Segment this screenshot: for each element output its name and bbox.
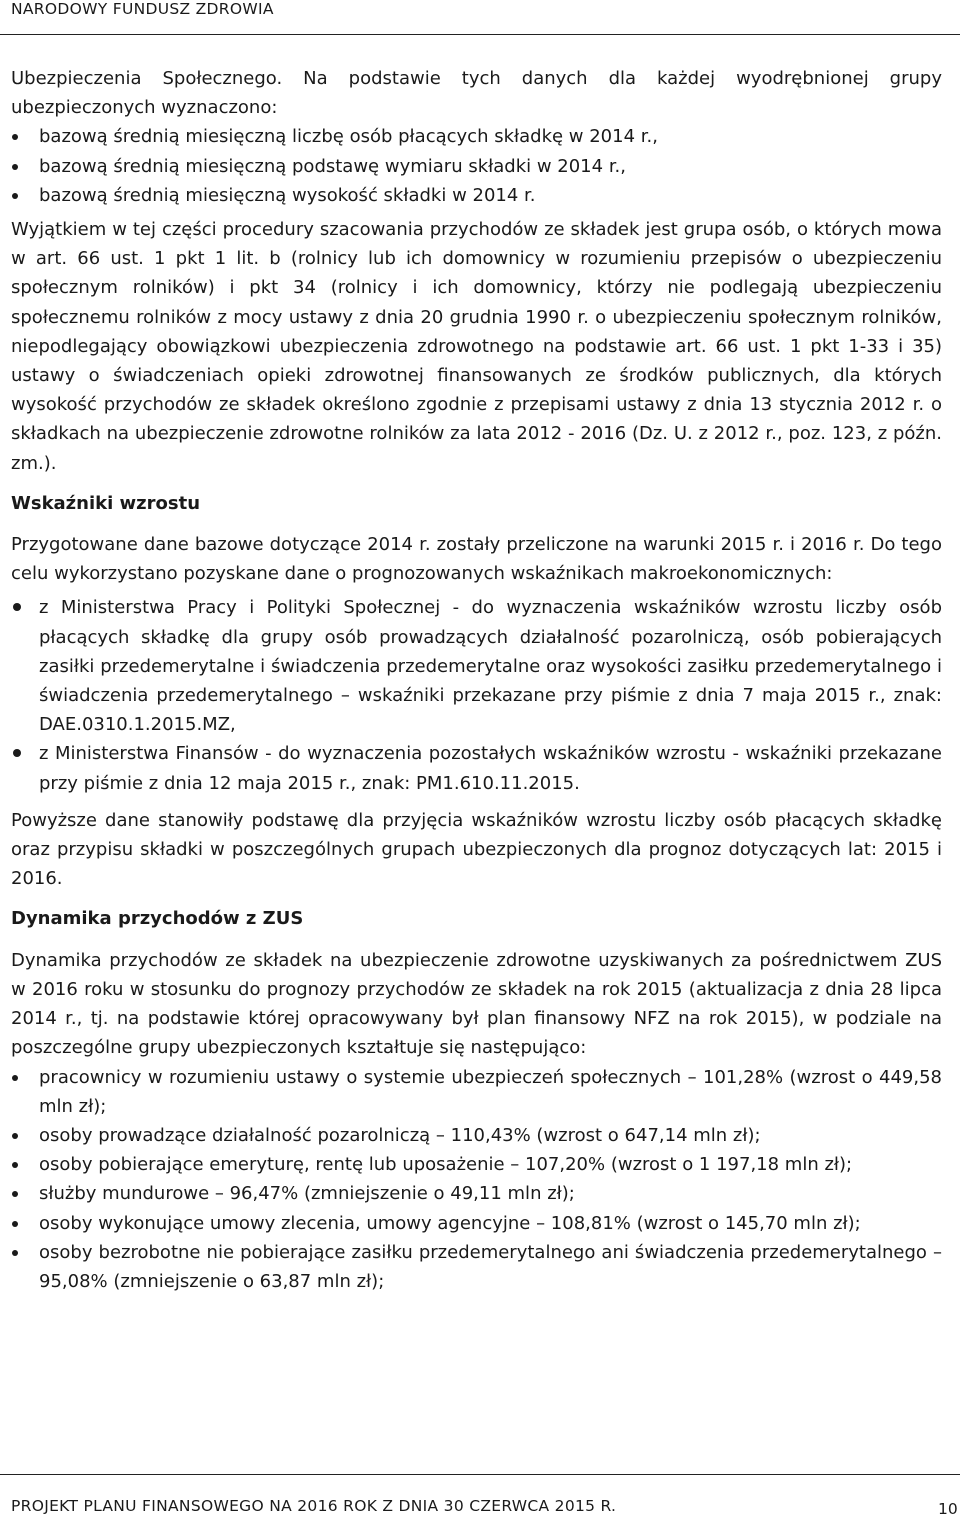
list-item-text: bazową średnią miesięczną podstawę wymiaru składki w 2014 r., bbox=[39, 155, 627, 177]
bullet-dot-icon bbox=[12, 164, 18, 170]
list-item-text: osoby prowadzące działalność pozarolniczą – 110,43% (wzrost o 647,14 mln zł); bbox=[39, 1124, 761, 1146]
list-item bbox=[11, 1150, 942, 1179]
list-item bbox=[11, 1179, 942, 1208]
list-item bbox=[11, 1209, 942, 1238]
bullet-dot-icon bbox=[13, 749, 21, 757]
page-header bbox=[0, 0, 960, 35]
footer-divider bbox=[0, 1474, 960, 1475]
bullet-dot-icon bbox=[12, 1075, 18, 1081]
section-heading-zus: Dynamika przychodów z ZUS bbox=[11, 908, 304, 930]
list-item bbox=[11, 122, 942, 151]
bullet-dot-icon bbox=[13, 603, 21, 611]
list-item bbox=[11, 593, 942, 739]
list-item-text: służby mundurowe – 96,47% (zmniejszenie o 49,11 mln zł); bbox=[39, 1183, 575, 1205]
bullet-dot-icon bbox=[12, 134, 18, 140]
bullet-dot-icon bbox=[12, 1133, 18, 1139]
growth-summary-paragraph: Powyższe dane stanowiły podstawę dla przyjęcia wskaźników wzrostu liczby osób płacących składkę oraz przypisu składki w poszczególnych grupach ubezpieczonych dla prognoz dotyczących lat: 2015 i 2016. bbox=[11, 809, 942, 890]
list-item-text: pracownicy w rozumieniu ustawy o systemie ubezpieczeń społecznych – 101,28% (wzrost o 449,58 mln zł); bbox=[39, 1066, 942, 1117]
zus-paragraph: Dynamika przychodów ze składek na ubezpieczenie zdrowotne uzyskiwanych za pośrednictwem ZUS w 2016 roku w stosunku do prognozy przychodów ze składek na rok 2015 (aktualizacja z dnia 28 lipca 2014 r., tj. na podstawie której opracowywany był plan finansowy NFZ na rok 2015), w podziale na poszczególne grupy ubezpieczonych kształtuje się następująco: bbox=[11, 949, 942, 1059]
bullet-dot-icon bbox=[12, 1191, 18, 1197]
header-title: NARODOWY FUNDUSZ ZDROWIA bbox=[11, 0, 274, 18]
page-number: 10 bbox=[938, 1500, 958, 1518]
intro-paragraph: Ubezpieczenia Społecznego. Na podstawie tych danych dla każdej wyodrębnionej grupy ubezpieczonych wyznaczono: bbox=[11, 68, 942, 119]
list-item-text: bazową średnią miesięczną wysokość składki w 2014 r. bbox=[39, 184, 536, 206]
list-item-text: z Ministerstwa Finansów - do wyznaczenia pozostałych wskaźników wzrostu - wskaźniki przekazane przy piśmie z dnia 12 maja 2015 r., znak: PM1.610.11.2015. bbox=[39, 743, 942, 794]
section-heading-growth: Wskaźniki wzrostu bbox=[11, 492, 201, 514]
zus-bullet-list bbox=[11, 1063, 942, 1297]
list-item-text: bazową średnią miesięczną liczbę osób płacących składkę w 2014 r., bbox=[39, 126, 658, 148]
growth-bullet-list bbox=[11, 593, 942, 797]
list-item bbox=[11, 1238, 942, 1296]
document-body bbox=[11, 64, 942, 1296]
list-item-text: z Ministerstwa Pracy i Polityki Społecznej - do wyznaczenia wskaźników wzrostu liczby osób płacących składkę dla grupy osób prowadzących działalność pozarolniczą, osób pobierających zasiłki przedemerytalne i świadczenia przedemerytalne oraz wysokości zasiłku przedemerytalnego i świadczenia przedemerytalnego – wskaźniki przekazane przy piśmie z dnia 7 maja 2015 r., znak: DAE.0310.1.2015.MZ, bbox=[39, 597, 942, 736]
list-item bbox=[11, 181, 942, 210]
list-item-text: osoby bezrobotne nie pobierające zasiłku przedemerytalnego ani świadczenia przedemerytalnego – 95,08% (zmniejszenie o 63,87 mln zł); bbox=[39, 1241, 942, 1292]
intro-bullet-list bbox=[11, 122, 942, 210]
bullet-dot-icon bbox=[12, 193, 18, 199]
list-item bbox=[11, 1063, 942, 1121]
exception-paragraph: Wyjątkiem w tej części procedury szacowania przychodów ze składek jest grupa osób, o których mowa w art. 66 ust. 1 pkt 1 lit. b (rolnicy lub ich domownicy w rozumieniu przepisów o ubezpieczeniu społecznym rolników) i pkt 34 (rolnicy i ich domownicy, którzy nie podlegają ubezpieczeniu społecznemu rolników z mocy ustawy z dnia 20 grudnia 1990 r. o ubezpieczeniu społecznym rolników, niepodlegający obowiązkowi ubezpieczenia zdrowotnego na podstawie art. 66 ust. 1 pkt 1-33 i 35) ustawy o świadczeniach opieki zdrowotnej finansowanych ze środków publicznych, dla których wysokość przychodów ze składek określono zgodnie z przepisami ustawy z dnia 13 stycznia 2012 r. o składkach na ubezpieczenie zdrowotne rolników za lata 2012 - 2016 (Dz. U. z 2012 r., poz. 123, z późn. zm.). bbox=[11, 219, 942, 474]
list-item-text: osoby wykonujące umowy zlecenia, umowy agencyjne – 108,81% (wzrost o 145,70 mln zł); bbox=[39, 1212, 861, 1234]
list-item bbox=[11, 1121, 942, 1150]
bullet-dot-icon bbox=[12, 1162, 18, 1168]
list-item bbox=[11, 739, 942, 797]
list-item-text: osoby pobierające emeryturę, rentę lub uposażenie – 107,20% (wzrost o 1 197,18 mln zł); bbox=[39, 1154, 853, 1176]
growth-paragraph: Przygotowane dane bazowe dotyczące 2014 r. zostały przeliczone na warunki 2015 r. i 2016 r. Do tego celu wykorzystano pozyskane dane o prognozowanych wskaźnikach makroekonomicznych: bbox=[11, 534, 942, 585]
list-item bbox=[11, 152, 942, 181]
bullet-dot-icon bbox=[12, 1250, 18, 1256]
footer-title: PROJEKT PLANU FINANSOWEGO NA 2016 ROK Z DNIA 30 CZERWCA 2015 R. bbox=[11, 1497, 617, 1515]
bullet-dot-icon bbox=[12, 1221, 18, 1227]
